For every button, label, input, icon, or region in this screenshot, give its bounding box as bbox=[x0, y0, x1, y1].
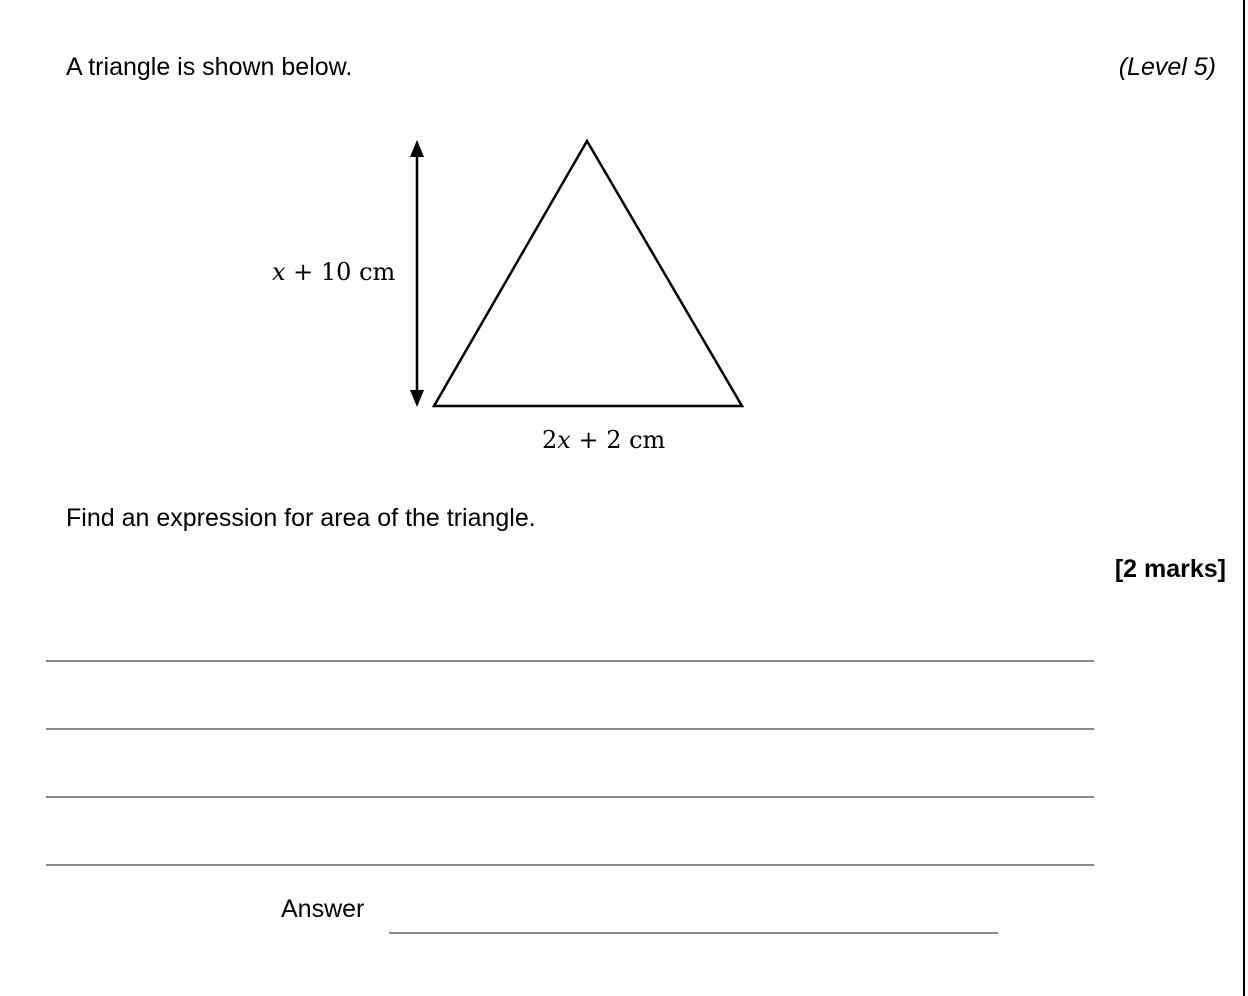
question-intro: A triangle is shown below. bbox=[66, 53, 353, 81]
height-label bbox=[272, 258, 395, 286]
base-label bbox=[542, 426, 665, 454]
working-line[interactable] bbox=[46, 864, 1094, 866]
height-label-variable: x bbox=[272, 258, 286, 286]
page-right-border bbox=[1243, 0, 1245, 996]
height-arrow-head-bottom bbox=[410, 390, 424, 407]
question-prompt: Find an expression for area of the triangle. bbox=[66, 504, 536, 532]
base-label-variable: x bbox=[557, 426, 571, 454]
marks-badge: [2 marks] bbox=[1114, 555, 1226, 583]
answer-label: Answer bbox=[281, 895, 365, 923]
working-line[interactable] bbox=[46, 728, 1094, 730]
level-indicator: (Level 5) bbox=[1118, 53, 1216, 81]
height-label-rest: + 10 cm bbox=[285, 258, 396, 286]
working-line[interactable] bbox=[46, 660, 1094, 662]
answer-line[interactable] bbox=[389, 932, 998, 934]
base-label-rest: + 2 cm bbox=[570, 426, 666, 454]
working-line[interactable] bbox=[46, 796, 1094, 798]
triangle-shape bbox=[434, 141, 742, 406]
base-label-coefficient: 2 bbox=[542, 426, 558, 454]
height-arrow-head-top bbox=[410, 140, 424, 157]
